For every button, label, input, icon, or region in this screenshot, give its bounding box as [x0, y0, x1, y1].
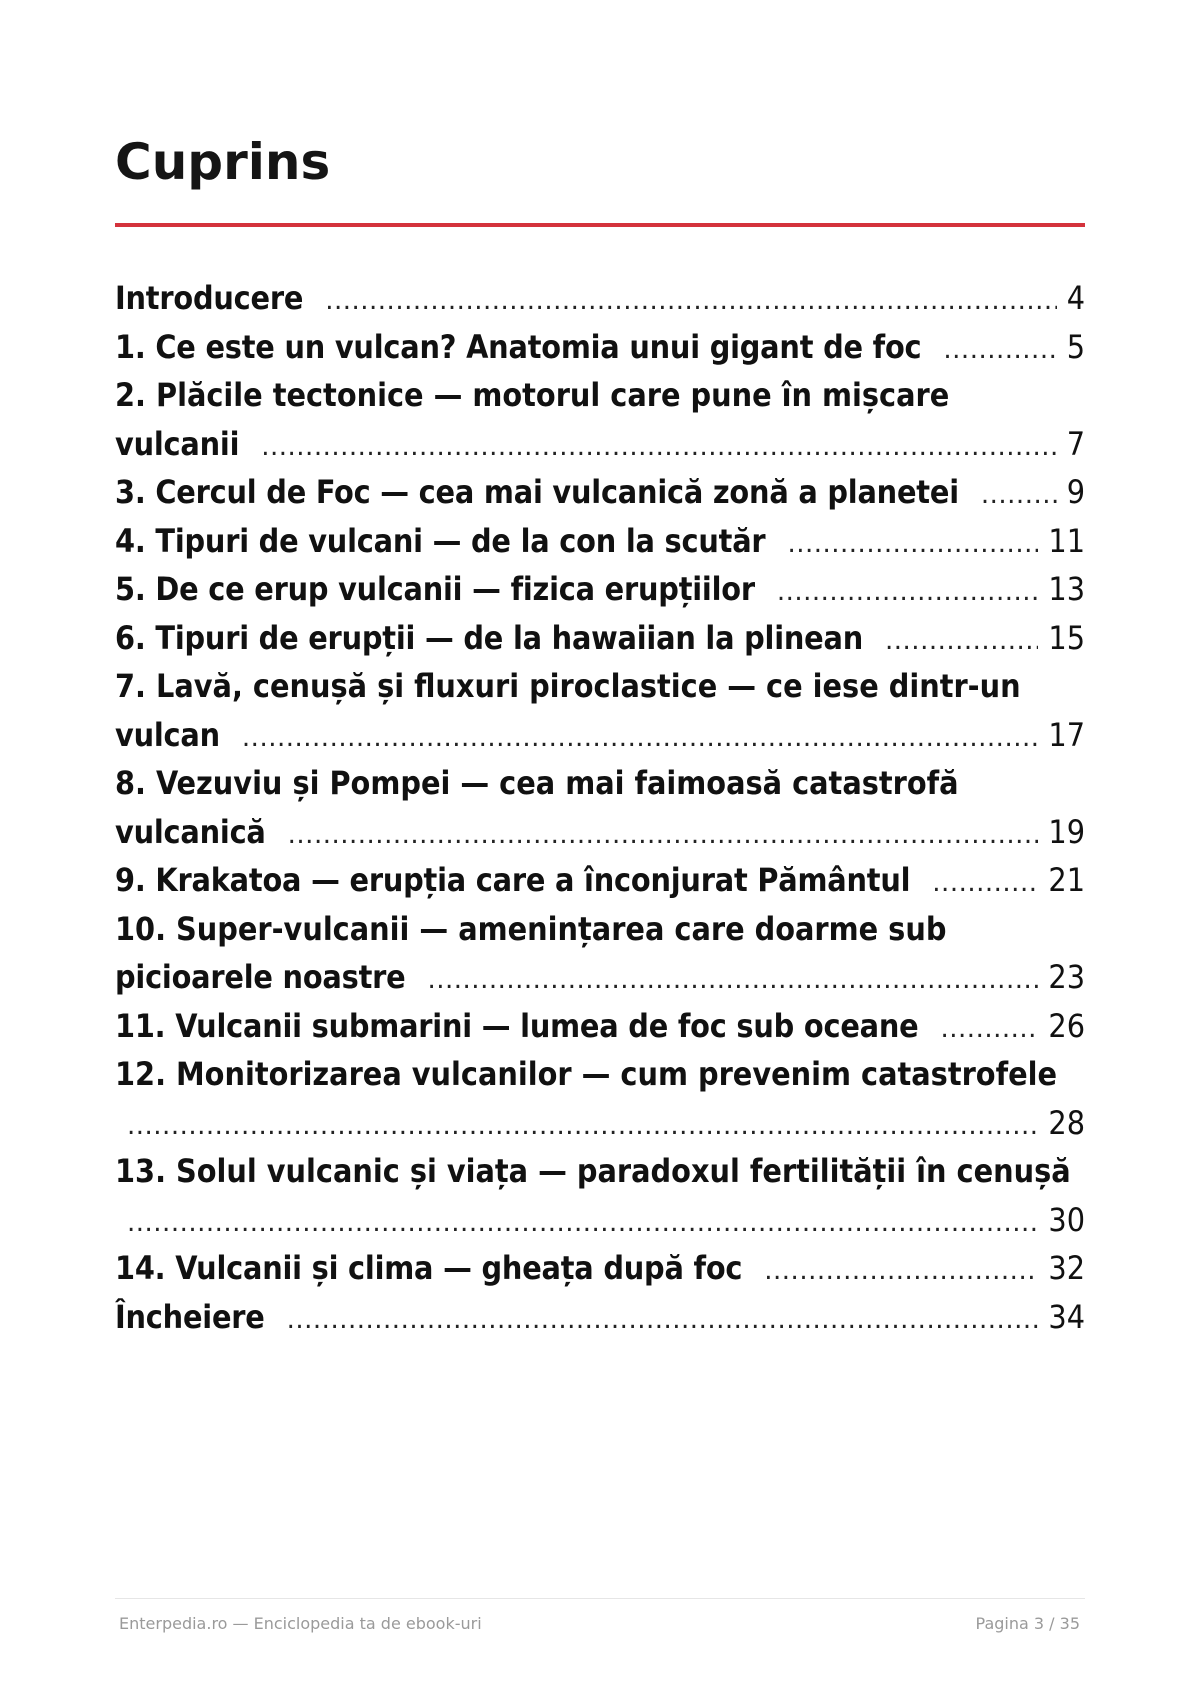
toc-entry-title: 9. Krakatoa — erupția care a înconjurat Pământul — [115, 861, 911, 899]
toc-entry[interactable] — [115, 908, 1085, 1005]
toc-entry-title: 14. Vulcanii și clima — gheața după foc — [115, 1249, 743, 1287]
toc-entry-title: picioarele noastre — [115, 958, 406, 996]
toc-entry[interactable] — [115, 617, 1085, 666]
dot-leader — [932, 859, 1038, 908]
toc-entry-title: Încheiere — [115, 1297, 265, 1336]
toc-entry[interactable] — [115, 277, 1085, 326]
toc-entry[interactable] — [115, 1150, 1085, 1247]
dot-leader — [787, 520, 1038, 569]
toc-entry[interactable] — [115, 1053, 1085, 1150]
toc-entry-title: vulcanii — [115, 424, 240, 463]
toc-page-number: 28 — [1048, 1103, 1085, 1142]
toc-entry[interactable] — [115, 762, 1085, 859]
toc-entry-title: vulcan — [115, 715, 220, 754]
dot-leader — [261, 423, 1056, 472]
toc-entry[interactable] — [115, 859, 1085, 908]
dot-leader — [764, 1247, 1038, 1296]
toc-entry-title-line: 13. Solul vulcanic și viața — paradoxul fertilității în cenușă — [115, 1152, 1071, 1190]
toc-page-number: 21 — [1048, 861, 1085, 899]
toc-page-number: 13 — [1048, 570, 1085, 608]
toc-entry-title-line: 7. Lavă, cenușă și fluxuri piroclastice — ce iese dintr-un — [115, 667, 1021, 705]
footer-page-number: Pagina 3 / 35 — [975, 1614, 1080, 1633]
toc-entry[interactable] — [115, 471, 1085, 520]
footer-divider — [115, 1598, 1085, 1599]
toc-entry-title: 6. Tipuri de erupții — de la hawaiian la plinean — [115, 618, 864, 657]
dot-leader — [885, 617, 1038, 666]
toc-entry-title-line: 8. Vezuviu și Pompei — cea mai faimoasă catastrofă — [115, 764, 959, 802]
page-title: Cuprins — [115, 133, 331, 191]
toc-page-number: 26 — [1048, 1006, 1085, 1045]
toc-entry[interactable] — [115, 665, 1085, 762]
toc-page-number: 5 — [1066, 327, 1085, 366]
toc-entry[interactable] — [115, 1005, 1085, 1054]
dot-leader — [427, 956, 1038, 1005]
title-divider — [115, 223, 1085, 227]
dot-leader — [943, 326, 1056, 375]
toc-entry[interactable] — [115, 374, 1085, 471]
toc-entry-title-line: 2. Plăcile tectonice — motorul care pune în mișcare — [115, 376, 950, 414]
toc-page-number: 4 — [1066, 279, 1085, 317]
toc-page-number: 32 — [1048, 1249, 1085, 1287]
toc-entry[interactable] — [115, 326, 1085, 375]
toc-page-number: 23 — [1048, 958, 1085, 996]
table-of-contents — [115, 277, 1085, 1344]
dot-leader — [981, 471, 1057, 520]
toc-entry-title: 1. Ce este un vulcan? Anatomia unui gigant de foc — [115, 327, 922, 366]
toc-page-number: 30 — [1048, 1200, 1085, 1239]
toc-entry[interactable] — [115, 1296, 1085, 1345]
toc-entry-title: 11. Vulcanii submarini — lumea de foc sub oceane — [115, 1006, 919, 1045]
dot-leader — [127, 1102, 1038, 1151]
dot-leader — [325, 277, 1056, 326]
dot-leader — [777, 568, 1039, 617]
toc-entry-title: 4. Tipuri de vulcani — de la con la scutăr — [115, 521, 766, 560]
dot-leader — [941, 1005, 1039, 1054]
toc-page-number: 17 — [1048, 715, 1085, 754]
dot-leader — [287, 1296, 1039, 1345]
toc-entry-title: vulcanică — [115, 812, 266, 851]
toc-page-number: 7 — [1066, 424, 1085, 463]
toc-entry-title-line: 12. Monitorizarea vulcanilor — cum prevenim catastrofele — [115, 1055, 1057, 1093]
toc-page-number: 19 — [1048, 812, 1085, 851]
toc-entry[interactable] — [115, 1247, 1085, 1296]
dot-leader — [127, 1199, 1038, 1248]
toc-page-number: 11 — [1048, 521, 1085, 560]
toc-entry-title-line: 10. Super-vulcanii — amenințarea care doarme sub — [115, 909, 947, 948]
toc-entry-title: 5. De ce erup vulcanii — fizica erupțiilor — [115, 570, 755, 608]
footer-site-name: Enterpedia.ro — Enciclopedia ta de ebook-uri — [119, 1614, 482, 1633]
dot-leader — [242, 714, 1038, 763]
toc-page-number: 9 — [1066, 473, 1085, 511]
toc-entry-title: Introducere — [115, 279, 304, 317]
toc-page-number: 34 — [1048, 1297, 1085, 1336]
toc-entry-title: 3. Cercul de Foc — cea mai vulcanică zonă a planetei — [115, 473, 959, 511]
toc-entry[interactable] — [115, 568, 1085, 617]
toc-entry[interactable] — [115, 520, 1085, 569]
toc-page-number: 15 — [1048, 618, 1085, 657]
dot-leader — [288, 811, 1039, 860]
